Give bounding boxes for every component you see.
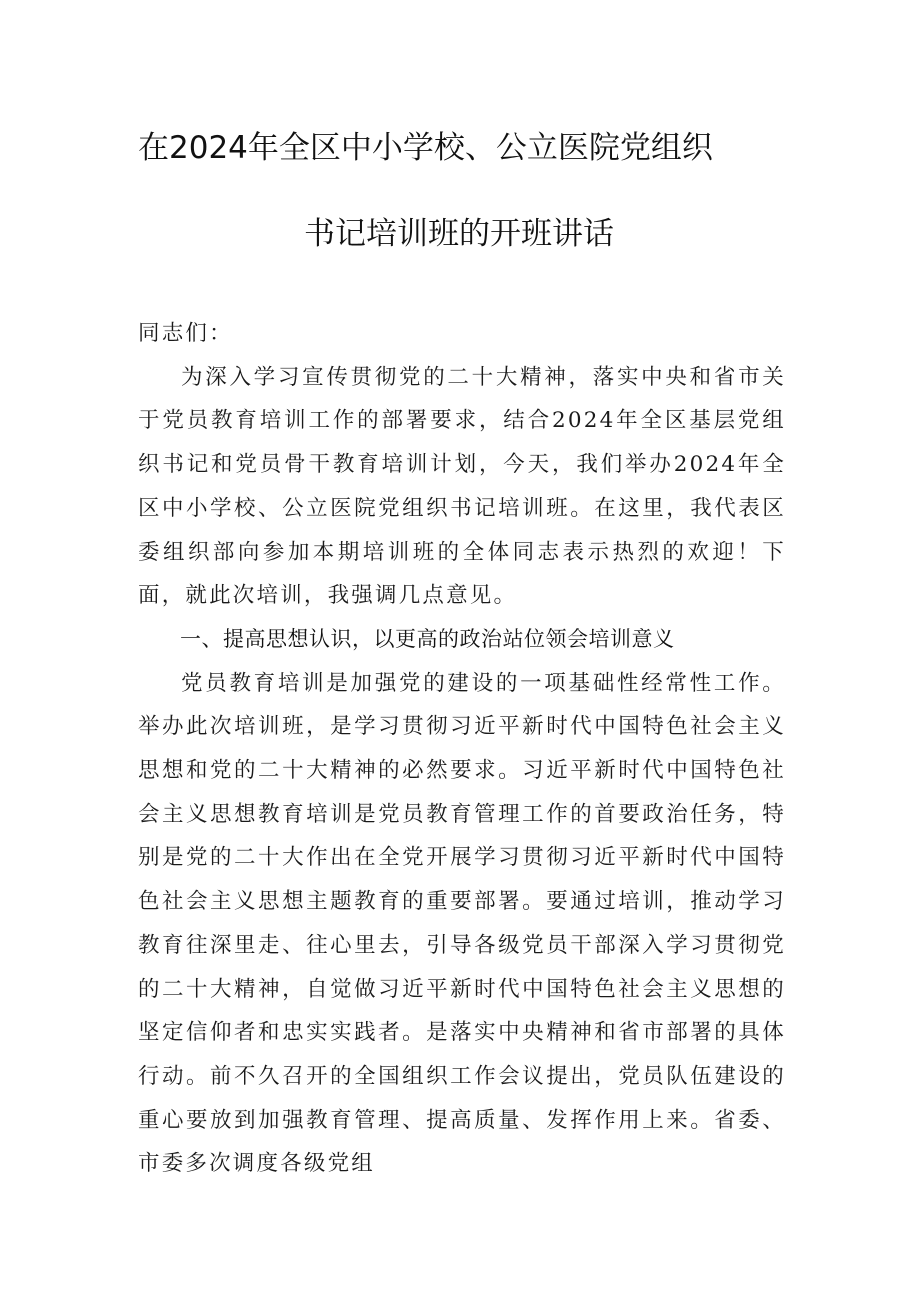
document-title-line-1: 在2024年全区中小学校、公立医院党组织 xyxy=(138,130,713,166)
paragraph-section-1: 党员教育培训是加强党的建设的一项基础性经常性工作。举办此次培训班，是学习贯彻习近平新时代中国特色社会主义思想和党的二十大精神的必然要求。习近平新时代中国特色社会主义思想教育培训是党员教育管理工作的首要政治任务，特别是党的二十大作出在全党开展学习贯彻习近平新时代中国特色社会主义思想主题教育的重要部署。要通过培训，推动学习教育往深里走、往心里去，引导各级党员干部深入学习贯彻党的二十大精神，自觉做习近平新时代中国特色社会主义思想的坚定信仰者和忠实实践者。是落实中央精神和省市部署的具体行动。前不久召开的全国组织工作会议提出，党员队伍建设的重心要放到加强教育管理、提高质量、发挥作用上来。省委、市委多次调度各级党组 xyxy=(138,670,786,1177)
section-heading-1: 一、提高思想认识，以更高的政治站位领会培训意义 xyxy=(180,626,675,651)
document-title-line-2: 书记培训班的开班讲话 xyxy=(304,216,614,252)
salutation: 同志们： xyxy=(138,321,233,346)
document-body xyxy=(138,312,786,1186)
paragraph-intro: 为深入学习宣传贯彻党的二十大精神，落实中央和省市关于党员教育培训工作的部署要求，结合2024年全区基层党组织书记和党员骨干教育培训计划，今天，我们举办2024年全区中小学校、公立医院党组织书记培训班。在这里，我代表区委组织部向参加本期培训班的全体同志表示热烈的欢迎！下面，就此次培训，我强调几点意见。 xyxy=(138,364,786,609)
